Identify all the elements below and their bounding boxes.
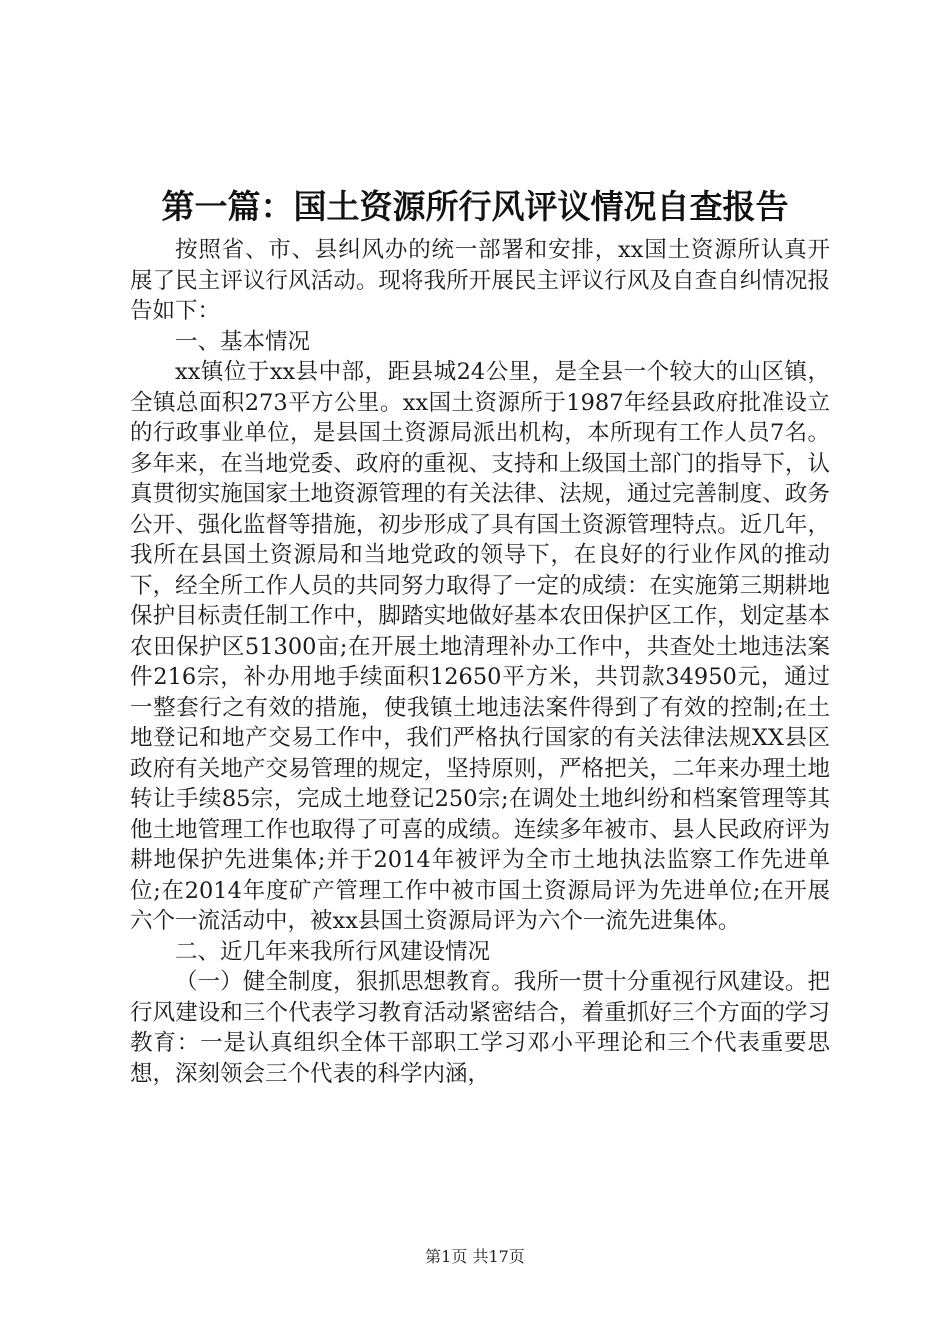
section-heading-basic-situation: 一、基本情况 <box>175 328 311 355</box>
section-heading-style-construction: 二、近几年来我所行风建设情况 <box>175 938 491 965</box>
page-number-footer: 第1页 共17页 <box>425 1247 525 1266</box>
paragraph-style-construction: （一）健全制度，狠抓思想教育。我所一贯十分重视行风建设。把行风建设和三个代表学习教育活动紧密结合，着重抓好三个方面的学习教育：一是认真组织全体干部职工学习邓小平理论和三个代表重要思想，深刻领会三个代表的科学内涵， <box>130 969 830 1087</box>
paragraph-intro: 按照省、市、县纠风办的统一部署和安排，xx国土资源所认真开展了民主评议行风活动。现将我所开展民主评议行风及自查自纠情况报告如下： <box>130 237 830 324</box>
paragraph-basic-situation: xx镇位于xx县中部，距县城24公里，是全县一个较大的山区镇，全镇总面积273平方公里。xx国土资源所于1987年经县政府批准设立的行政事业单位，是县国土资源局派出机构，本所现有工作人员7名。多年来，在当地党委、政府的重视、支持和上级国土部门的指导下，认真贯彻实施国家土地资源管理的有关法律、法规，通过完善制度、政务公开、强化监督等措施，初步形成了具有国土资源管理特点。近几年，我所在县国土资源局和当地党政的领导下，在良好的行业作风的推动下，经全所工作人员的共同努力取得了一定的成绩：在实施第三期耕地保护目标责任制工作中，脚踏实地做好基本农田保护区工作，划定基本农田保护区51300亩;在开展土地清理补办工作中，共查处土地违法案件216宗，补办用地手续面积12650平方米，共罚款34950元，通过一整套行之有效的措施，使我镇土地违法案件得到了有效的控制;在土地登记和地产交易工作中，我们严格执行国家的有关法律法规XX县区政府有关地产交易管理的规定，坚持原则，严格把关，二年来办理土地转让手续85宗，完成土地登记250宗;在调处土地纠纷和档案管理等其他土地管理工作也取得了可喜的成绩。连续多年被市、县人民政府评为耕地保护先进集体;并于2014年被评为全市土地执法监察工作先进单位;在2014年度矿产管理工作中被市国土资源局评为先进单位;在开展六个一流活动中，被xx县国土资源局评为六个一流先进集体。 <box>130 359 830 934</box>
document-title: 第一篇：国土资源所行风评议情况自查报告 <box>161 187 789 226</box>
document-body <box>130 235 830 1089</box>
